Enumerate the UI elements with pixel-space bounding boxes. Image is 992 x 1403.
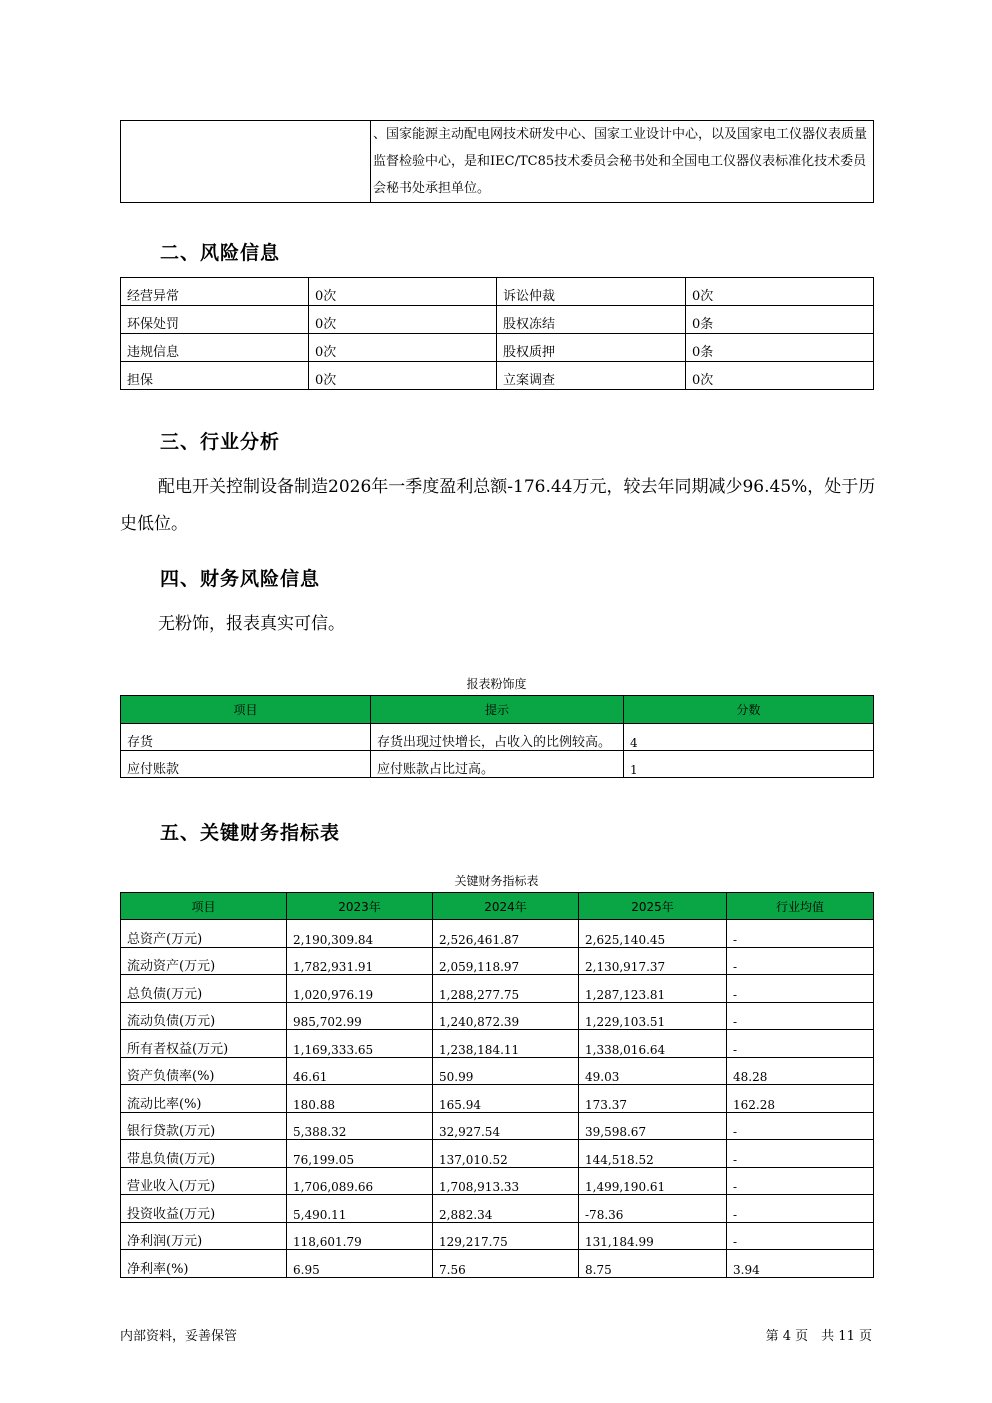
- indicator-value: 50.99: [433, 1057, 579, 1085]
- indicator-label: 流动比率(%): [121, 1085, 287, 1113]
- indicator-value: 1,706,089.66: [287, 1167, 433, 1195]
- column-header: 项目: [121, 893, 287, 920]
- fraud-table: [120, 695, 874, 778]
- indicator-label: 流动资产(万元): [121, 947, 287, 975]
- section-title-industry: 三、行业分析: [160, 431, 281, 453]
- indicator-value: 1,338,016.64: [579, 1030, 727, 1058]
- risk-item-count: 0次: [686, 278, 874, 306]
- indicator-value: 2,130,917.37: [579, 947, 727, 975]
- indicator-value: -: [727, 1112, 874, 1140]
- indicator-value: -78.36: [579, 1195, 727, 1223]
- section-title-finance-risk: 四、财务风险信息: [160, 568, 321, 590]
- table-row: [121, 1112, 874, 1140]
- column-header: 项目: [121, 696, 371, 724]
- table-row: [121, 724, 874, 751]
- table-row: [121, 975, 874, 1003]
- table-row: [121, 1140, 874, 1168]
- indicator-value: -: [727, 920, 874, 948]
- risk-item-count: 0次: [309, 362, 497, 390]
- indicator-label: 资产负债率(%): [121, 1057, 287, 1085]
- company-intro-table: [120, 120, 874, 203]
- indicator-value: 1,708,913.33: [433, 1167, 579, 1195]
- fraud-table-caption: 报表粉饰度: [466, 677, 527, 691]
- indicator-value: 1,499,190.61: [579, 1167, 727, 1195]
- table-row: [121, 334, 874, 362]
- indicator-value: -: [727, 1167, 874, 1195]
- indicator-value: 1,287,123.81: [579, 975, 727, 1003]
- indicator-label: 营业收入(万元): [121, 1167, 287, 1195]
- column-header: 2025年: [579, 893, 727, 920]
- indicator-value: 1,169,333.65: [287, 1030, 433, 1058]
- industry-analysis-text: 配电开关控制设备制造2026年一季度盈利总额-176.44万元，较去年同期减少96.45%，处于历史低位。: [120, 477, 876, 534]
- column-header: 2024年: [433, 893, 579, 920]
- indicator-value: 137,010.52: [433, 1140, 579, 1168]
- indicator-label: 总负债(万元): [121, 975, 287, 1003]
- table-row: [121, 278, 874, 306]
- risk-info-table: [120, 277, 874, 390]
- indicator-value: 165.94: [433, 1085, 579, 1113]
- table-row: [121, 1195, 874, 1223]
- table-row: [121, 1167, 874, 1195]
- section-title-key-indicators: 五、关键财务指标表: [160, 822, 341, 844]
- risk-item-count: 0次: [309, 306, 497, 334]
- indicator-value: 2,625,140.45: [579, 920, 727, 948]
- indicator-value: 2,190,309.84: [287, 920, 433, 948]
- indicator-label: 带息负债(万元): [121, 1140, 287, 1168]
- finance-risk-text: 无粉饰，报表真实可信。: [158, 614, 345, 634]
- risk-item-count: 0次: [309, 334, 497, 362]
- table-cell: 4: [624, 724, 874, 751]
- indicator-value: 129,217.75: [433, 1222, 579, 1250]
- indicator-value: 49.03: [579, 1057, 727, 1085]
- indicator-value: -: [727, 1195, 874, 1223]
- key-indicators-table: [120, 892, 874, 1278]
- indicator-label: 银行贷款(万元): [121, 1112, 287, 1140]
- table-cell: 存货: [121, 724, 371, 751]
- indicator-value: 32,927.54: [433, 1112, 579, 1140]
- key-table-caption: 关键财务指标表: [454, 874, 539, 888]
- risk-item-label: 环保处罚: [121, 306, 309, 334]
- table-row: [121, 947, 874, 975]
- indicator-value: 8.75: [579, 1250, 727, 1278]
- footer-page-number: 第 4 页 共 11 页: [765, 1329, 872, 1344]
- indicator-value: 131,184.99: [579, 1222, 727, 1250]
- indicator-value: 5,388.32: [287, 1112, 433, 1140]
- indicator-label: 流动负债(万元): [121, 1002, 287, 1030]
- risk-item-label: 违规信息: [121, 334, 309, 362]
- risk-item-label: 经营异常: [121, 278, 309, 306]
- indicator-value: 2,526,461.87: [433, 920, 579, 948]
- indicator-value: 46.61: [287, 1057, 433, 1085]
- indicator-value: 1,240,872.39: [433, 1002, 579, 1030]
- indicator-value: 162.28: [727, 1085, 874, 1113]
- indicator-value: 2,059,118.97: [433, 947, 579, 975]
- indicator-value: 1,782,931.91: [287, 947, 433, 975]
- intro-label-cell: [121, 121, 371, 203]
- table-row: [121, 1030, 874, 1058]
- risk-item-count: 0条: [686, 306, 874, 334]
- risk-item-label: 股权冻结: [497, 306, 686, 334]
- section-title-risk: 二、风险信息: [160, 242, 281, 264]
- risk-item-count: 0次: [309, 278, 497, 306]
- risk-item-label: 股权质押: [497, 334, 686, 362]
- indicator-value: -: [727, 975, 874, 1003]
- column-header: 分数: [624, 696, 874, 724]
- table-row: [121, 1002, 874, 1030]
- indicator-value: 118,601.79: [287, 1222, 433, 1250]
- indicator-value: 180.88: [287, 1085, 433, 1113]
- indicator-value: 144,518.52: [579, 1140, 727, 1168]
- indicator-value: 7.56: [433, 1250, 579, 1278]
- risk-item-label: 诉讼仲裁: [497, 278, 686, 306]
- column-header: 行业均值: [727, 893, 874, 920]
- column-header: 提示: [371, 696, 624, 724]
- table-row: [121, 920, 874, 948]
- table-row: [121, 751, 874, 778]
- indicator-value: 1,229,103.51: [579, 1002, 727, 1030]
- table-cell: 应付账款占比过高。: [371, 751, 624, 778]
- indicator-value: -: [727, 947, 874, 975]
- indicator-value: 1,020,976.19: [287, 975, 433, 1003]
- table-row: [121, 1085, 874, 1113]
- indicator-value: 1,288,277.75: [433, 975, 579, 1003]
- footer-confidential: 内部资料，妥善保管: [120, 1329, 238, 1344]
- indicator-value: 39,598.67: [579, 1112, 727, 1140]
- table-row: [121, 121, 874, 203]
- indicator-label: 所有者权益(万元): [121, 1030, 287, 1058]
- indicator-label: 净利润(万元): [121, 1222, 287, 1250]
- risk-item-label: 担保: [121, 362, 309, 390]
- indicator-label: 投资收益(万元): [121, 1195, 287, 1223]
- indicator-value: -: [727, 1002, 874, 1030]
- table-cell: 存货出现过快增长，占收入的比例较高。: [371, 724, 624, 751]
- column-header: 2023年: [287, 893, 433, 920]
- indicator-value: 5,490.11: [287, 1195, 433, 1223]
- indicator-value: -: [727, 1140, 874, 1168]
- indicator-label: 净利率(%): [121, 1250, 287, 1278]
- indicator-value: 1,238,184.11: [433, 1030, 579, 1058]
- table-row: [121, 1250, 874, 1278]
- table-row: [121, 1222, 874, 1250]
- table-cell: 1: [624, 751, 874, 778]
- table-cell: 应付账款: [121, 751, 371, 778]
- indicator-value: 6.95: [287, 1250, 433, 1278]
- table-row: [121, 1057, 874, 1085]
- table-row: [121, 306, 874, 334]
- indicator-value: -: [727, 1030, 874, 1058]
- indicator-label: 总资产(万元): [121, 920, 287, 948]
- indicator-value: 2,882.34: [433, 1195, 579, 1223]
- indicator-value: 3.94: [727, 1250, 874, 1278]
- risk-item-label: 立案调查: [497, 362, 686, 390]
- indicator-value: 76,199.05: [287, 1140, 433, 1168]
- total-pages: 11: [838, 1329, 855, 1344]
- indicator-value: -: [727, 1222, 874, 1250]
- indicator-value: 48.28: [727, 1057, 874, 1085]
- indicator-value: 173.37: [579, 1085, 727, 1113]
- current-page: 4: [782, 1329, 791, 1344]
- intro-text-cell: 、国家能源主动配电网技术研发中心、国家工业设计中心，以及国家电工仪器仪表质量监督检验中心，是和IEC/TC85技术委员会秘书处和全国电工仪器仪表标准化技术委员会秘书处承担单位。: [371, 121, 874, 203]
- table-header-row: [121, 696, 874, 724]
- indicator-value: 985,702.99: [287, 1002, 433, 1030]
- risk-item-count: 0条: [686, 334, 874, 362]
- table-row: [121, 362, 874, 390]
- risk-item-count: 0次: [686, 362, 874, 390]
- table-header-row: [121, 893, 874, 920]
